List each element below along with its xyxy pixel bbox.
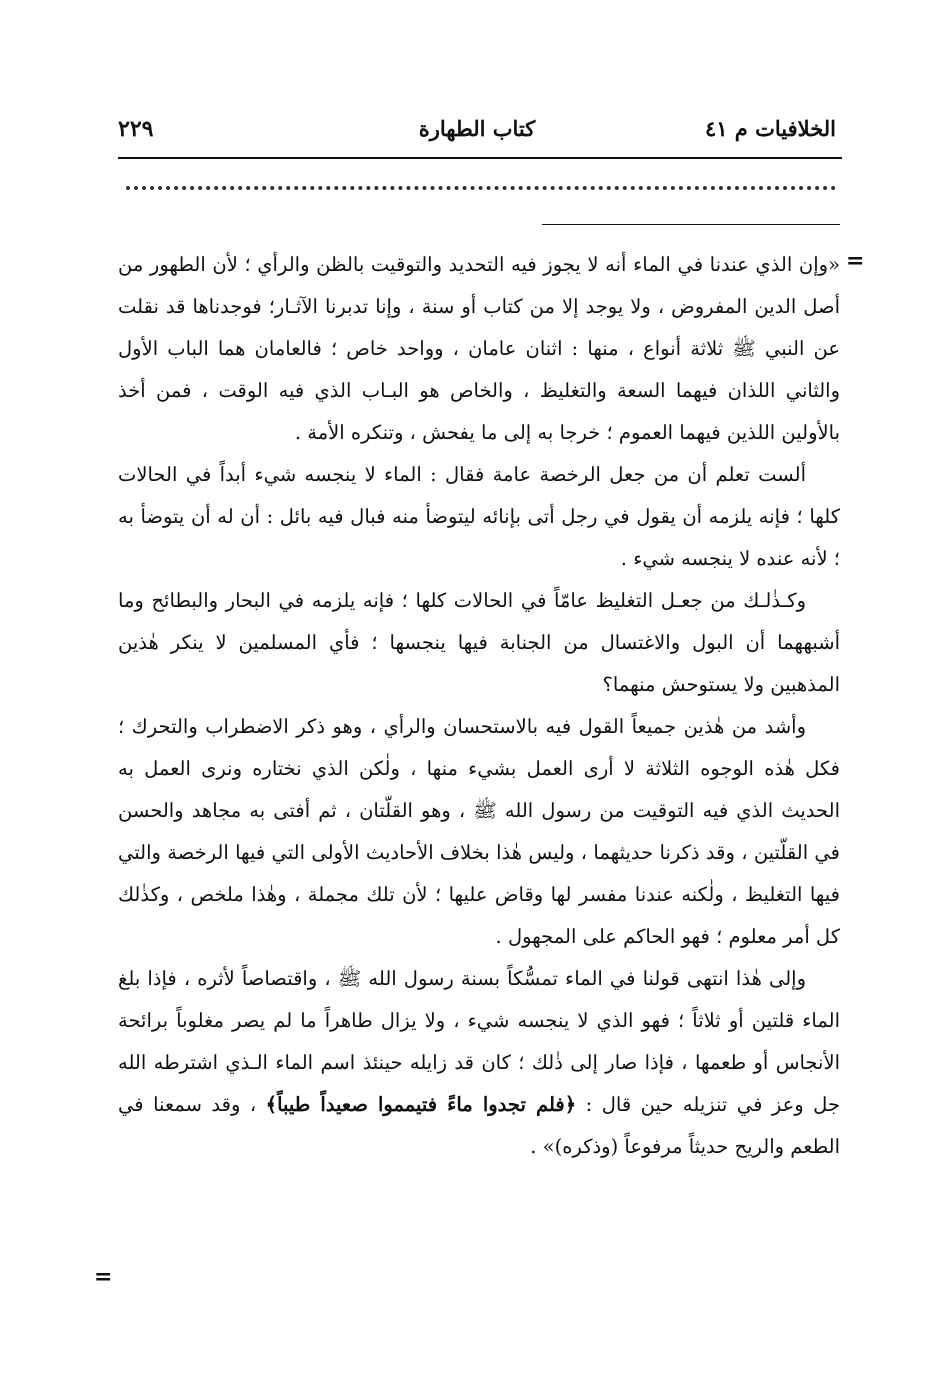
paragraph-1: «وإن الذي عندنا في الماء أنه لا يجوز فيه التحديد والتوقيت بالظن والرأي ؛ لأن الطهور من أصل الدين المفروض ، ولا يوجد إلا من كتاب أو سنة ، وإنا تدبرنا الآثـار؛ فوجدناها قد نقلت عن النبي ﷺ ثلاثة أنواع ، منها : اثنان عامان ، وواحد خاص ؛ فالعامان هما الباب الأول والثاني اللذان فيهما السعة والتغليظ ، والخاص هو البـاب الذي فيه الوقت ، فمن أخذ بالأولين اللذين فيهما العموم ؛ خرجا به إلى ما يفحش ، وتنكره الأمة . — [118, 253, 840, 444]
dotted-separator — [126, 186, 836, 190]
paragraph-3: وكـذٰلـك من جعـل التغليظ عامّاً في الحالات كلها ؛ فإنه يلزمه في البحار والبطائح وما أشبههما أن البول والاغتسال من الجنابة فيها ينجسها ؛ فأي المسلمين لا ينكر هٰذين المذهبين ولا يستوحش منهما؟ — [118, 589, 840, 696]
paragraph-5-text: وإلى هٰذا انتهى قولنا في الماء تمسُّكاً بسنة رسول الله ﷺ ، واقتصاصاً لأثره ، فإذا بلغ الماء قلتين أو ثلاثاً ؛ فهو الذي لا ينجسه شيء ، ولا يزال طاهراً ما لم يصر مغلوباً برائحة الأنجاس أو طعمها ، فإذا صار إلى ذٰلك ؛ كان قد زايله حينئذ اسم الماء الـذي اشترطه الله جل وعز في تنزيله حين قال : — [118, 967, 840, 1116]
continuation-mark-top: = — [846, 248, 865, 274]
page-header — [118, 116, 836, 156]
paragraph-2: ألست تعلم أن من جعل الرخصة عامة فقال : الماء لا ينجسه شيء أبداً في الحالات كلها ؛ فإنه يلزمه أن يقول في رجل أتى بإنائه ليتوضأ منه فبال فيه بائل : أن له أن يتوضأ به ؛ لأنه عنده لا ينجسه شيء . — [118, 463, 840, 570]
body-text — [118, 244, 840, 1168]
header-rule — [118, 157, 842, 159]
paragraph-4: وأشد من هٰذين جميعاً القول فيه بالاستحسان والرأي ، وهو ذكر الاضطراب والتحرك ؛ فكل هٰذه الوجوه الثلاثة لا أرى العمل بشيء منها ، ولٰكن الذي نختاره ونرى العمل به الحديث الذي فيه التوقيت من رسول الله ﷺ ، وهو القلّتان ، ثم أفتى به مجاهد والحسن في القلّتين ، وقد ذكرنا حديثهما ، وليس هٰذا بخلاف الأحاديث الأولى التي فيها الرخصة والتي فيها التغليظ ، ولٰكنه عندنا مفسر لها وقاض عليها ؛ لأن تلك مجملة ، وهٰذا ملخص ، وكذٰلك كل أمر معلوم ؛ فهو الحاكم على المجهول . — [118, 715, 840, 948]
continuation-mark-bottom: = — [94, 1264, 113, 1290]
page-number: ٢٢٩ — [118, 116, 154, 142]
paragraph-5 — [118, 958, 840, 1168]
quran-quote: ﴿فلم تجدوا ماءً فتيمموا صعيداً طيباً﴾ — [265, 1093, 577, 1116]
running-title: الخلافيات م ٤١ — [704, 116, 836, 141]
book-title: كتاب الطهارة — [418, 116, 536, 141]
text-start-rule — [542, 224, 840, 225]
paragraph-5-end: ، وقد سمعنا في الطعم والريح حديثاً مرفوعاً (وذكره)» . — [118, 1093, 840, 1158]
